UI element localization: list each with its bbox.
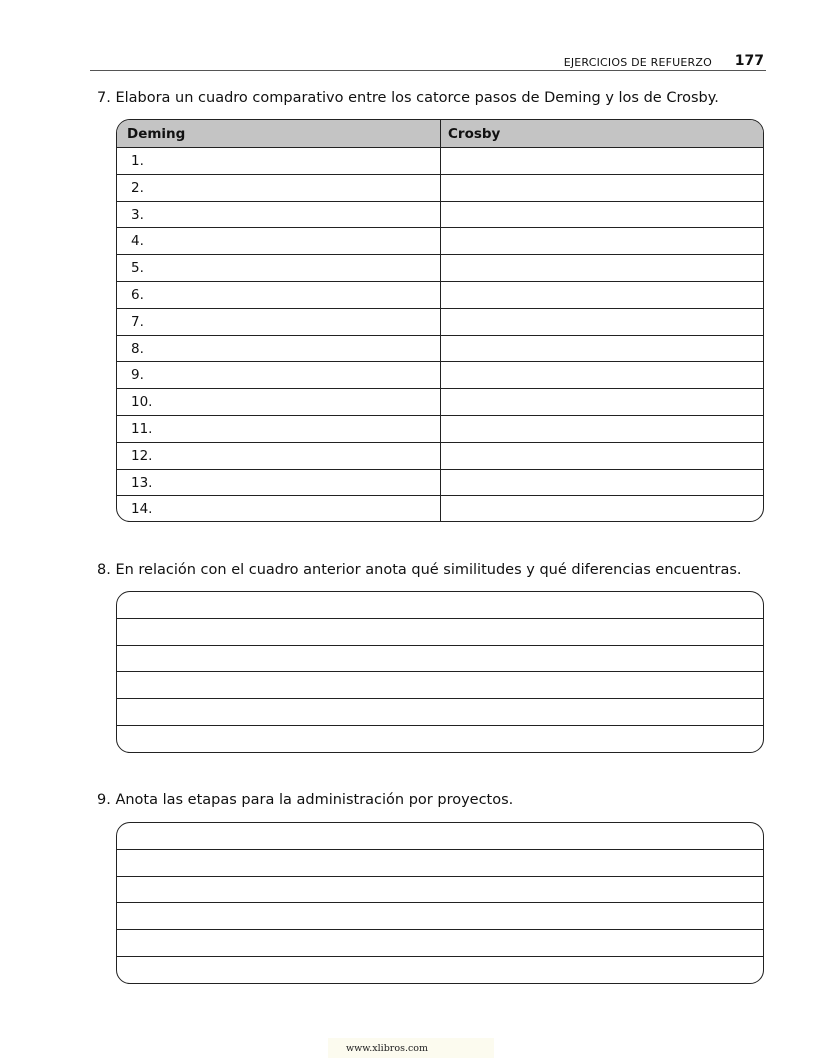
table-row <box>117 362 763 389</box>
answer-cell[interactable] <box>441 336 763 362</box>
answer-cell[interactable] <box>441 470 763 496</box>
row-number: 5. <box>117 255 441 281</box>
row-number: 11. <box>117 416 441 442</box>
answer-line[interactable] <box>117 726 763 753</box>
answer-line[interactable] <box>117 957 763 984</box>
answer-line[interactable] <box>117 619 763 646</box>
section-title: EJERCICIOS DE REFUERZO <box>563 56 712 69</box>
answer-line[interactable] <box>117 877 763 904</box>
column-header-crosby: Crosby <box>448 126 501 142</box>
table-header <box>117 120 763 148</box>
question-7: 7. Elabora un cuadro comparativo entre los catorce pasos de Deming y los de Crosby. <box>97 90 719 106</box>
table-row <box>117 336 763 363</box>
column-header-deming: Deming <box>117 120 441 147</box>
answer-cell[interactable] <box>441 362 763 388</box>
answer-line[interactable] <box>117 592 763 619</box>
table-row <box>117 282 763 309</box>
row-number: 8. <box>117 336 441 362</box>
answer-cell[interactable] <box>441 282 763 308</box>
table-row <box>117 416 763 443</box>
row-number: 10. <box>117 389 441 415</box>
table-row <box>117 389 763 416</box>
answer-line[interactable] <box>117 903 763 930</box>
row-number: 2. <box>117 175 441 201</box>
answer-cell[interactable] <box>441 416 763 442</box>
table-row <box>117 228 763 255</box>
answer-cell[interactable] <box>441 202 763 228</box>
row-number: 3. <box>117 202 441 228</box>
footer-url[interactable]: www.xlibros.com <box>328 1038 494 1058</box>
answer-cell[interactable] <box>441 175 763 201</box>
answer-cell[interactable] <box>441 255 763 281</box>
table-row <box>117 309 763 336</box>
answer-cell[interactable] <box>441 309 763 335</box>
row-number: 7. <box>117 309 441 335</box>
answer-cell[interactable] <box>441 443 763 469</box>
answer-line[interactable] <box>117 672 763 699</box>
question-8: 8. En relación con el cuadro anterior anota qué similitudes y qué diferencias encuentras. <box>97 562 742 578</box>
answer-line[interactable] <box>117 930 763 957</box>
answer-line[interactable] <box>117 699 763 726</box>
table-row <box>117 148 763 175</box>
row-number: 14. <box>117 496 441 522</box>
row-number: 6. <box>117 282 441 308</box>
running-header <box>90 52 766 71</box>
answer-cell[interactable] <box>441 148 763 174</box>
row-number: 1. <box>117 148 441 174</box>
answer-line[interactable] <box>117 850 763 877</box>
page-number: 177 <box>734 53 764 69</box>
table-row <box>117 496 763 522</box>
answer-box-9[interactable] <box>116 822 764 984</box>
row-number: 4. <box>117 228 441 254</box>
answer-cell[interactable] <box>441 389 763 415</box>
row-number: 12. <box>117 443 441 469</box>
comparison-table <box>116 119 764 522</box>
table-row <box>117 202 763 229</box>
answer-line[interactable] <box>117 823 763 850</box>
answer-box-8[interactable] <box>116 591 764 753</box>
row-number: 13. <box>117 470 441 496</box>
table-row <box>117 443 763 470</box>
table-row <box>117 255 763 282</box>
answer-line[interactable] <box>117 646 763 673</box>
answer-cell[interactable] <box>441 228 763 254</box>
table-row <box>117 470 763 497</box>
row-number: 9. <box>117 362 441 388</box>
answer-cell[interactable] <box>441 496 763 522</box>
question-9: 9. Anota las etapas para la administración por proyectos. <box>97 792 514 808</box>
table-row <box>117 175 763 202</box>
